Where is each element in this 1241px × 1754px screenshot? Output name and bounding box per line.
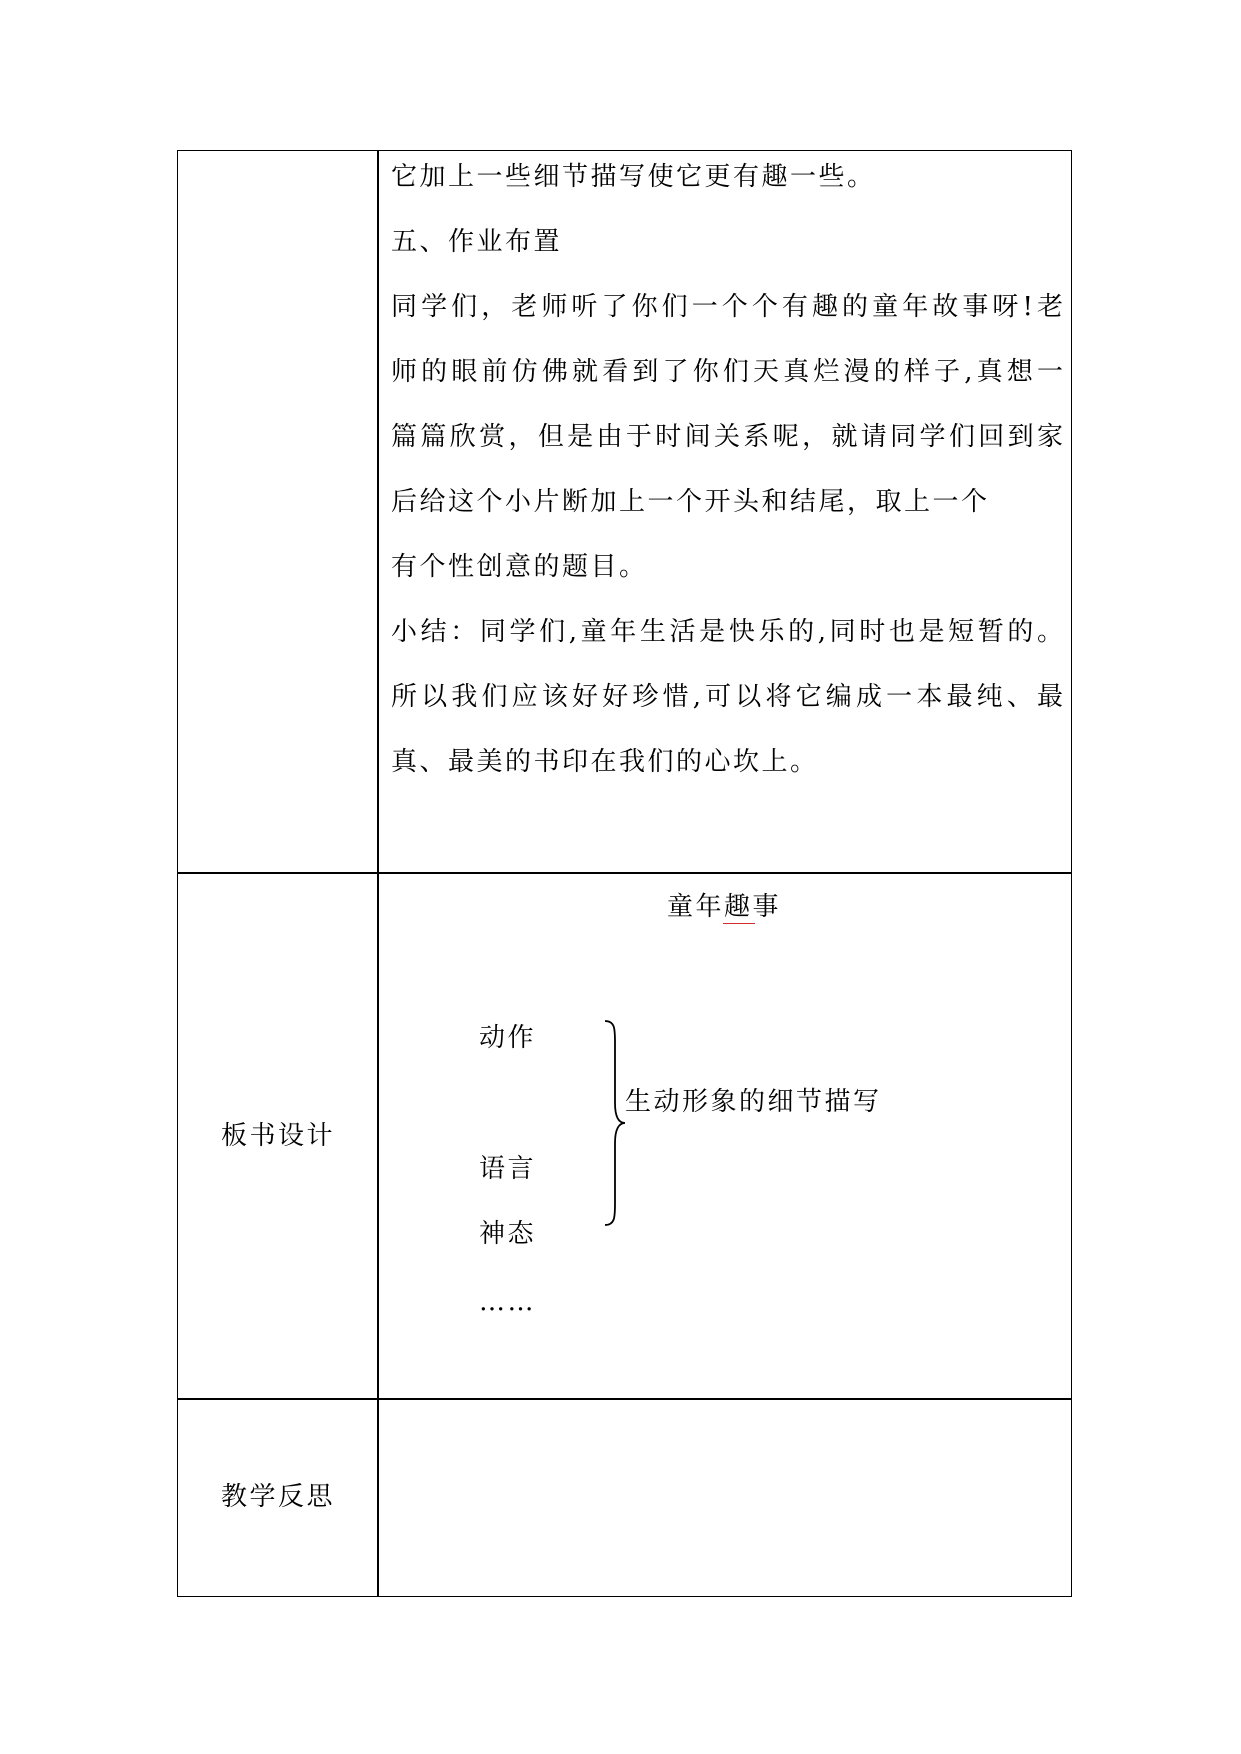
spellcheck-underline: [723, 923, 755, 924]
process-line-1: 它加上一些细节描写使它更有趣一些。: [391, 162, 876, 192]
board-design-label: 板书设计: [220, 1121, 335, 1151]
right-brace: [601, 1019, 627, 1227]
process-line-3: 同学们，老师听了你们一个个有趣的童年故事呀!老: [391, 292, 1063, 322]
board-item-ellipsis: ……: [479, 1287, 536, 1317]
process-line-6: 后给这个小片断加上一个开头和结尾，取上一个: [391, 487, 990, 517]
reflection-content: [391, 1420, 1063, 1580]
process-line-2: 五、作业布置: [391, 227, 563, 257]
process-line-9: 所以我们应该好好珍惜,可以将它编成一本最纯、最: [391, 682, 1063, 712]
process-line-5: 篇篇欣赏，但是由于时间关系呢，就请同学们回到家: [391, 422, 1063, 452]
table-row-divider-2: [177, 1398, 1072, 1400]
board-description: 生动形象的细节描写: [625, 1087, 882, 1117]
process-line-4: 师的眼前仿佛就看到了你们天真烂漫的样子,真想一: [391, 357, 1063, 387]
board-title: 童年趣事: [667, 892, 782, 922]
table-row-divider-1: [177, 872, 1072, 874]
board-item-expression: 神态: [479, 1219, 537, 1249]
process-line-10: 真、最美的书印在我们的心坎上。: [391, 747, 819, 777]
board-item-action: 动作: [479, 1023, 537, 1053]
reflection-label: 教学反思: [220, 1482, 335, 1512]
board-item-language: 语言: [479, 1154, 537, 1184]
process-line-7: 有个性创意的题目。: [391, 552, 648, 582]
process-line-8: 小结：同学们,童年生活是快乐的,同时也是短暂的。: [391, 617, 1063, 647]
